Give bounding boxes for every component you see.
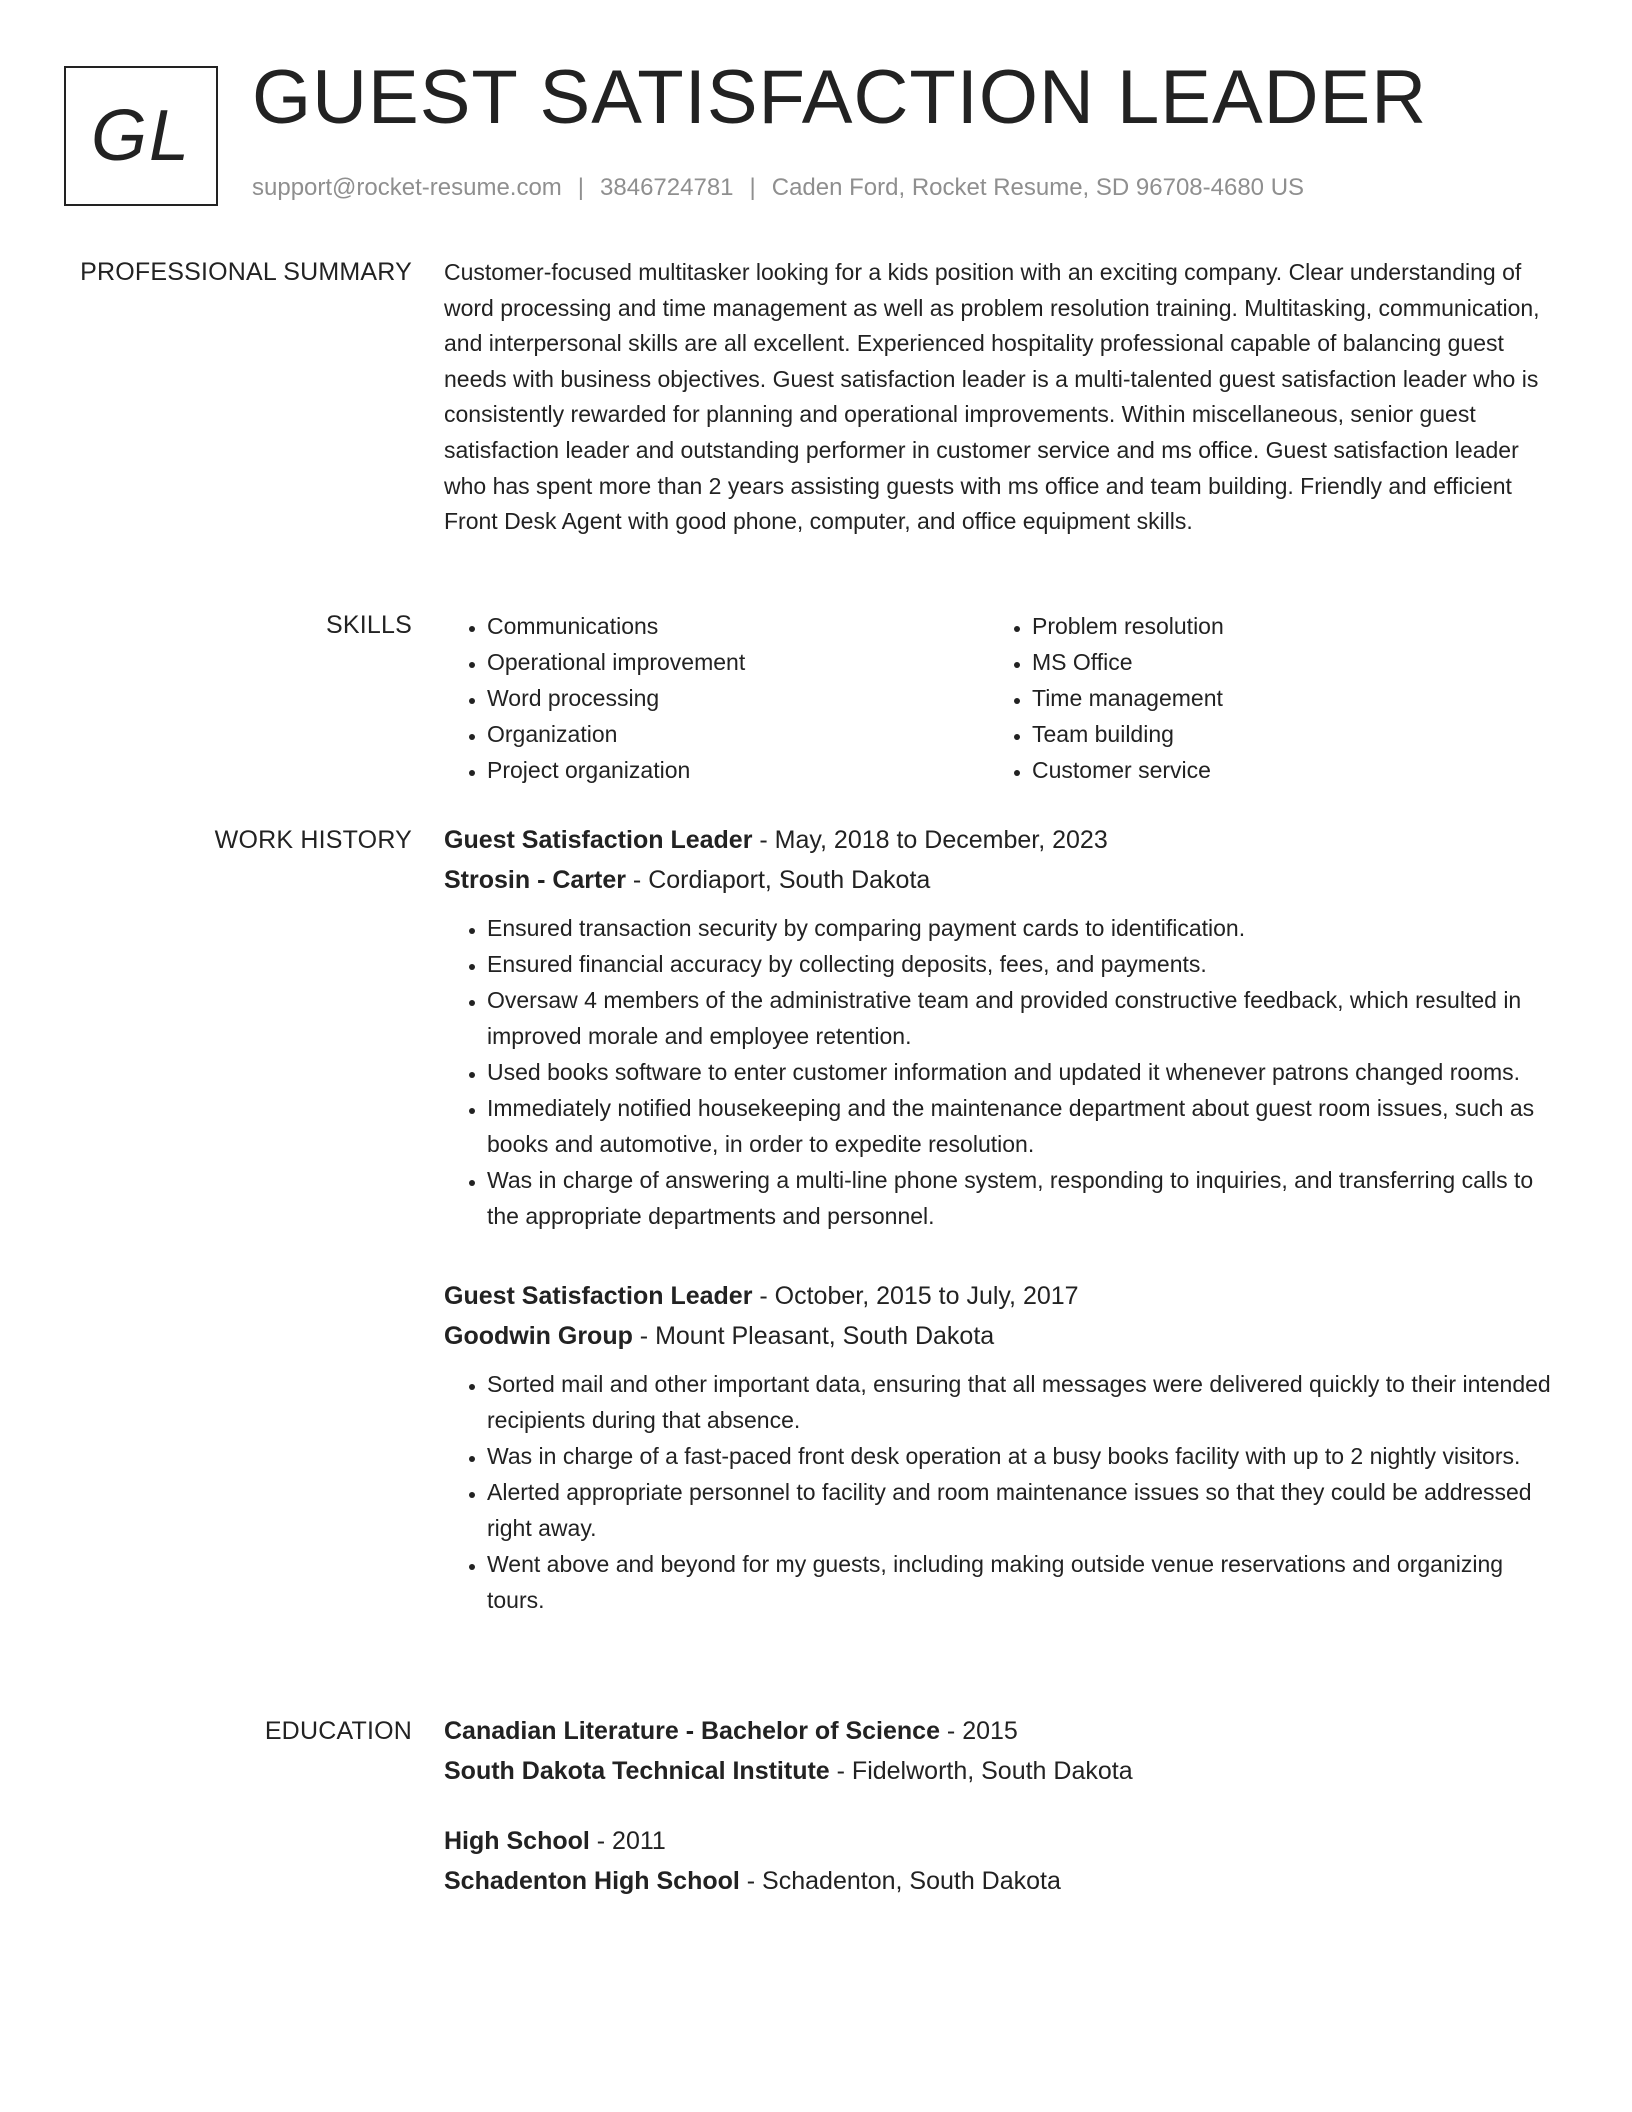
education-entry bbox=[444, 1711, 1554, 1791]
education-label: EDUCATION bbox=[264, 1717, 412, 1745]
job-title-line bbox=[444, 820, 1554, 860]
job-bullet: • Used books software to enter customer information and updated it whenever patrons changed rooms. bbox=[487, 1054, 1554, 1090]
education-year: - 2011 bbox=[589, 1827, 666, 1855]
job-bullets bbox=[444, 1366, 1554, 1618]
job-entry bbox=[444, 1276, 1554, 1618]
job-bullet: • Alerted appropriate personnel to facility and room maintenance issues so that they could be addressed right away. bbox=[487, 1474, 1554, 1546]
job-bullet: • Went above and beyond for my guests, including making outside venue reservations and organizing tours. bbox=[487, 1546, 1554, 1618]
summary-body bbox=[444, 255, 1554, 540]
job-bullets bbox=[444, 910, 1554, 1234]
education-degree: Canadian Literature - Bachelor of Science bbox=[444, 1717, 940, 1745]
job-bullet: • Immediately notified housekeeping and the maintenance department about guest room issues, such as books and automotive, in order to expedite resolution. bbox=[487, 1090, 1554, 1162]
skills-body bbox=[444, 608, 1554, 788]
skill-item: • Organization bbox=[487, 716, 989, 752]
education-school: Schadenton High School bbox=[444, 1867, 740, 1895]
contact-line bbox=[252, 174, 1304, 202]
job-bullet: • Was in charge of a fast-paced front desk operation at a busy books facility with up to 2 nightly visitors. bbox=[487, 1438, 1554, 1474]
contact-address: Caden Ford, Rocket Resume, SD 96708-4680 US bbox=[771, 174, 1305, 201]
education-location: - Fidelworth, South Dakota bbox=[829, 1757, 1133, 1785]
education-location: - Schadenton, South Dakota bbox=[739, 1867, 1061, 1895]
work-body bbox=[444, 820, 1554, 1618]
job-entry bbox=[444, 820, 1554, 1234]
job-title: Guest Satisfaction Leader bbox=[444, 826, 753, 854]
contact-separator: | bbox=[749, 174, 756, 201]
skill-item: • Customer service bbox=[1032, 752, 1534, 788]
job-bullet: • Oversaw 4 members of the administrative team and provided constructive feedback, which resulted in improved morale and employee retention. bbox=[487, 982, 1554, 1054]
job-location: - Cordiaport, South Dakota bbox=[625, 866, 931, 894]
skills-label: SKILLS bbox=[326, 611, 412, 639]
skill-item: • Team building bbox=[1032, 716, 1534, 752]
skills-list-left bbox=[444, 608, 989, 788]
summary-label: PROFESSIONAL SUMMARY bbox=[80, 258, 412, 286]
job-bullet: • Sorted mail and other important data, ensuring that all messages were delivered quickly to their intended recipients during that absence. bbox=[487, 1366, 1554, 1438]
skill-item: • Problem resolution bbox=[1032, 608, 1534, 644]
skill-item: • Word processing bbox=[487, 680, 989, 716]
contact-separator: | bbox=[577, 174, 585, 201]
job-company: Goodwin Group bbox=[444, 1322, 633, 1350]
skill-item: • MS Office bbox=[1032, 644, 1534, 680]
job-location: - Mount Pleasant, South Dakota bbox=[632, 1322, 995, 1350]
skill-item: • Operational improvement bbox=[487, 644, 989, 680]
monogram-logo: GL bbox=[64, 66, 218, 206]
education-school-line bbox=[444, 1861, 1554, 1901]
job-title-line bbox=[444, 1276, 1554, 1316]
education-entry bbox=[444, 1821, 1554, 1901]
job-company: Strosin - Carter bbox=[444, 866, 626, 894]
page-title: GUEST SATISFACTION LEADER bbox=[252, 55, 1428, 140]
skill-item: • Time management bbox=[1032, 680, 1534, 716]
education-school: South Dakota Technical Institute bbox=[444, 1757, 830, 1785]
summary-text: Customer-focused multitasker looking for a kids position with an exciting company. Clear understanding of word processing and time management as well as problem resolution training. Multitasking, communication, and interpersonal skills are all excellent. Experienced hospitality professional capable of balancing guest needs with business objectives. Guest satisfaction leader is a multi-talented guest satisfaction leader who is consistently rewarded for planning and operational improvements. Within miscellaneous, senior guest satisfaction leader and outstanding performer in customer service and ms office. Guest satisfaction leader who has spent more than 2 years assisting guests with ms office and team building. Friendly and efficient Front Desk Agent with good phone, computer, and office equipment skills. bbox=[444, 259, 1540, 535]
education-body bbox=[444, 1711, 1554, 1901]
job-title: Guest Satisfaction Leader bbox=[444, 1282, 753, 1310]
job-dates: - May, 2018 to December, 2023 bbox=[752, 826, 1108, 854]
skills-list-right bbox=[989, 608, 1534, 788]
contact-email: support@rocket-resume.com bbox=[252, 174, 562, 201]
skill-item: • Communications bbox=[487, 608, 989, 644]
education-degree: High School bbox=[444, 1827, 590, 1855]
job-company-line bbox=[444, 1316, 1554, 1356]
job-dates: - October, 2015 to July, 2017 bbox=[752, 1282, 1079, 1310]
education-degree-line bbox=[444, 1821, 1554, 1861]
contact-phone: 3846724781 bbox=[600, 174, 734, 201]
job-bullet: • Ensured transaction security by comparing payment cards to identification. bbox=[487, 910, 1554, 946]
education-school-line bbox=[444, 1751, 1554, 1791]
work-label: WORK HISTORY bbox=[214, 826, 412, 854]
skill-item: • Project organization bbox=[487, 752, 989, 788]
education-degree-line bbox=[444, 1711, 1554, 1751]
job-bullet: • Was in charge of answering a multi-line phone system, responding to inquiries, and transferring calls to the appropriate departments and personnel. bbox=[487, 1162, 1554, 1234]
education-year: - 2015 bbox=[939, 1717, 1018, 1745]
job-company-line bbox=[444, 860, 1554, 900]
job-bullet: • Ensured financial accuracy by collecting deposits, fees, and payments. bbox=[487, 946, 1554, 982]
